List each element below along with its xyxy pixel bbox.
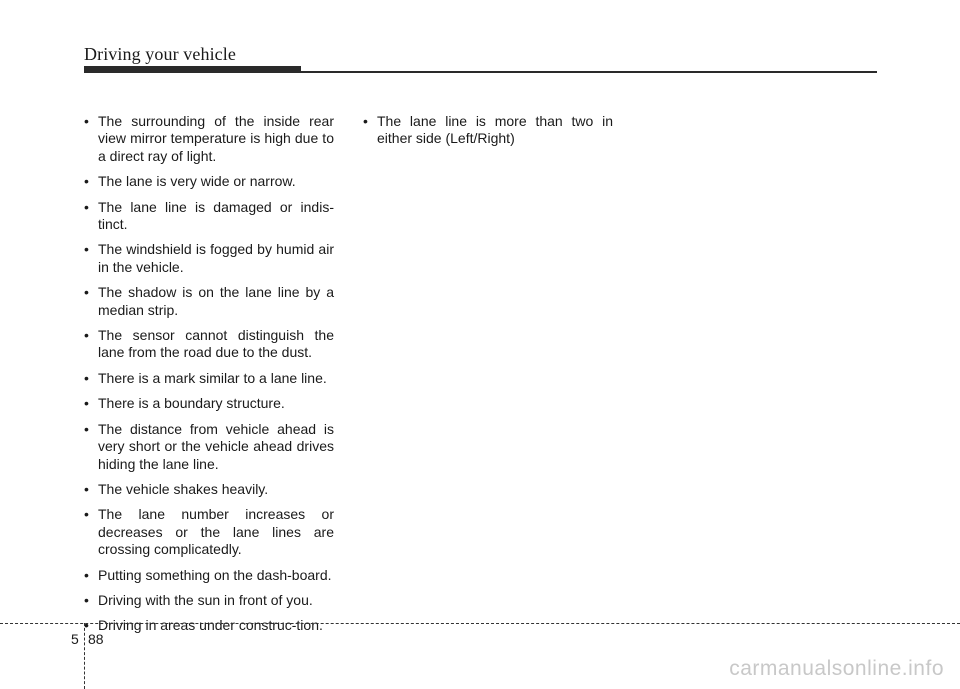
footer-divider bbox=[84, 623, 85, 689]
list-item: • Driving in areas under construc-tion. bbox=[78, 617, 334, 634]
list-item: • There is a boundary structure. bbox=[78, 395, 334, 412]
list-item: • The lane line is more than two in either side (Left/Right) bbox=[357, 113, 613, 148]
list-item: • The surrounding of the inside rear view mirror temperature is high due to a direct ray of light. bbox=[78, 113, 334, 165]
list-item: • The windshield is fogged by humid air in the vehicle. bbox=[78, 241, 334, 276]
list-item: • Driving with the sun in front of you. bbox=[78, 592, 334, 609]
right-column bbox=[357, 113, 613, 156]
page-header-title: Driving your vehicle bbox=[84, 44, 236, 64]
list-item: • The sensor cannot distinguish the lane from the road due to the dust. bbox=[78, 327, 334, 362]
left-column bbox=[78, 113, 334, 643]
list-item: • The vehicle shakes heavily. bbox=[78, 481, 334, 498]
chapter-number: 5 bbox=[71, 631, 79, 647]
list-item: • The lane is very wide or narrow. bbox=[78, 173, 334, 190]
right-bullet-list bbox=[357, 113, 613, 148]
header-rule-thin bbox=[84, 71, 877, 73]
watermark: carmanualsonline.info bbox=[729, 657, 944, 680]
footer-rule bbox=[0, 623, 960, 624]
list-item: • Putting something on the dash-board. bbox=[78, 567, 334, 584]
page-number: 88 bbox=[88, 631, 104, 647]
list-item: • There is a mark similar to a lane line. bbox=[78, 370, 334, 387]
list-item: • The distance from vehicle ahead is very short or the vehicle ahead drives hiding the lane line. bbox=[78, 421, 334, 473]
list-item: • The lane number increases or decreases or the lane lines are crossing complicatedly. bbox=[78, 506, 334, 558]
list-item: • The lane line is damaged or indis-tinct. bbox=[78, 199, 334, 234]
left-bullet-list bbox=[78, 113, 334, 635]
list-item: • The shadow is on the lane line by a median strip. bbox=[78, 284, 334, 319]
